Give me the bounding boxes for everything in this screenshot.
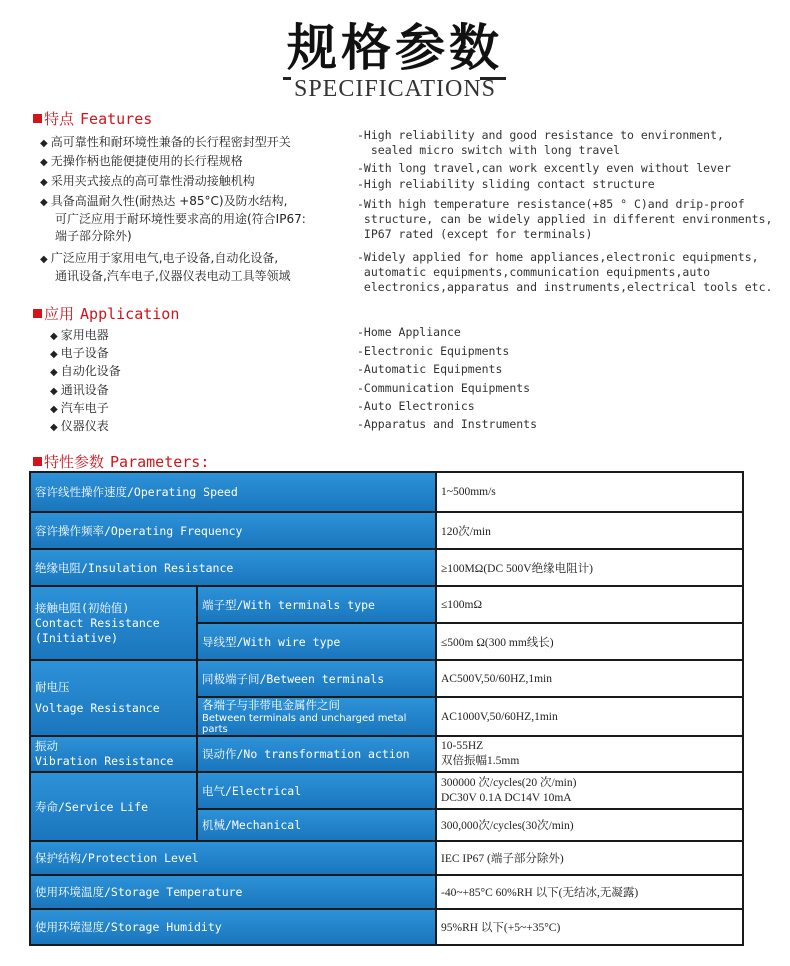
param-value: ≤100mΩ	[436, 586, 743, 623]
diamond-bullet-icon: ◆	[50, 331, 58, 342]
app-cn-6: ◆ 仪器仪表	[50, 419, 109, 433]
feature-cn-5: ◆ 广泛应用于家用电气,电子设备,自动化设备, 通讯设备,汽车电子,仪器仪表电动工具等领域	[40, 251, 291, 283]
diamond-bullet-icon: ◆	[50, 422, 58, 433]
features-heading: 特点 Features	[33, 108, 152, 129]
param-sublabel: 各端子与非带电金属件之间 Between terminals and uncharged metal parts	[197, 697, 436, 736]
app-cn-5: ◆ 汽车电子	[50, 401, 109, 415]
param-value: 300000 次/cycles(20 次/min) DC30V 0.1A DC14V 10mA	[436, 772, 743, 809]
param-value: 120次/min	[436, 512, 743, 549]
page-title: 规格参数	[287, 19, 503, 77]
table-row	[30, 909, 743, 945]
diamond-bullet-icon: ◆	[40, 197, 48, 208]
app-en-1: -Home Appliance	[357, 325, 461, 339]
diamond-bullet-icon: ◆	[50, 367, 58, 378]
diamond-bullet-icon: ◆	[50, 404, 58, 415]
diamond-bullet-icon: ◆	[40, 138, 48, 149]
param-sublabel: 电气/Electrical	[197, 772, 436, 809]
table-row	[30, 841, 743, 875]
param-label: 使用环境温度/Storage Temperature	[30, 875, 436, 909]
param-label: 振动 Vibration Resistance	[30, 736, 197, 772]
diamond-bullet-icon: ◆	[50, 349, 58, 360]
table-row	[30, 512, 743, 549]
param-value: ≤500m Ω(300 mm线长)	[436, 623, 743, 660]
feature-en-2: -With long travel,can work excently even without lever	[357, 161, 731, 175]
table-row	[30, 736, 743, 772]
app-en-2: -Electronic Equipments	[357, 344, 510, 358]
param-label: 接触电阻(初始值) Contact Resistance (Initiative)	[30, 586, 197, 660]
application-heading: 应用 Application	[33, 303, 179, 324]
param-label: 绝缘电阻/Insulation Resistance	[30, 549, 436, 586]
param-value: -40~+85°C 60%RH 以下(无结冰,无凝露)	[436, 875, 743, 909]
app-cn-3: ◆ 自动化设备	[50, 364, 121, 378]
param-value: ≥100MΩ(DC 500V绝缘电阻计)	[436, 549, 743, 586]
feature-cn-4: ◆ 具备高温耐久性(耐热达 +85°C)及防水结构, 可广泛应用于耐环境性要求高的用途(符合IP67: 端子部分除外)	[40, 194, 306, 243]
table-row	[30, 772, 743, 809]
table-row	[30, 875, 743, 909]
parameters-heading: 特性参数 Parameters:	[33, 451, 209, 472]
square-bullet-icon	[33, 457, 42, 466]
feature-cn-2: ◆ 无操作柄也能便捷使用的长行程规格	[40, 154, 243, 168]
app-cn-4: ◆ 通讯设备	[50, 383, 109, 397]
feature-en-3: -High reliability sliding contact structure	[357, 177, 655, 191]
page-subtitle: SPECIFICATIONS	[293, 76, 497, 102]
app-en-6: -Apparatus and Instruments	[357, 417, 538, 431]
diamond-bullet-icon: ◆	[40, 254, 48, 265]
param-sublabel: 导线型/With wire type	[197, 623, 436, 660]
param-value: 95%RH 以下(+5~+35°C)	[436, 909, 743, 945]
param-label: 寿命/Service Life	[30, 772, 197, 841]
app-cn-2: ◆ 电子设备	[50, 346, 109, 360]
app-en-4: -Communication Equipments	[357, 381, 531, 395]
table-row	[30, 660, 743, 697]
param-sublabel: 同极端子间/Between terminals	[197, 660, 436, 697]
param-label: 容许线性操作速度/Operating Speed	[30, 472, 436, 512]
param-value: 1~500mm/s	[436, 472, 743, 512]
feature-cn-1: ◆ 高可靠性和耐环境性兼备的长行程密封型开关	[40, 135, 291, 149]
param-value: AC1000V,50/60HZ,1min	[436, 697, 743, 736]
param-label: 容许操作频率/Operating Frequency	[30, 512, 436, 549]
table-row	[30, 586, 743, 623]
table-row	[30, 472, 743, 512]
diamond-bullet-icon: ◆	[40, 157, 48, 168]
parameters-table	[29, 471, 744, 946]
square-bullet-icon	[33, 309, 42, 318]
diamond-bullet-icon: ◆	[40, 177, 48, 188]
param-label: 保护结构/Protection Level	[30, 841, 436, 875]
param-value: 10-55HZ 双倍振幅1.5mm	[436, 736, 743, 772]
feature-en-1: -High reliability and good resistance to environment, sealed micro switch with long travel	[357, 128, 724, 157]
param-sublabel: 误动作/No transformation action	[197, 736, 436, 772]
square-bullet-icon	[33, 114, 42, 123]
param-label: 使用环境湿度/Storage Humidity	[30, 909, 436, 945]
diamond-bullet-icon: ◆	[50, 386, 58, 397]
param-value: IEC IP67 (端子部分除外)	[436, 841, 743, 875]
feature-cn-3: ◆ 采用夹式接点的高可靠性滑动接触机构	[40, 174, 255, 188]
feature-en-5: -Widely applied for home appliances,electronic equipments, automatic equipments,communication equipments,auto electronics,apparatus and instruments,electrical tools etc.	[357, 250, 773, 294]
app-en-5: -Auto Electronics	[357, 399, 475, 413]
param-label: 耐电压 Voltage Resistance	[30, 660, 197, 736]
feature-en-4: -With high temperature resistance(+85 ° C)and drip-proof structure, can be widely applied in different environments, IP67 rated (except for terminals)	[357, 197, 773, 241]
param-sublabel: 端子型/With terminals type	[197, 586, 436, 623]
param-value: 300,000次/cycles(30次/min)	[436, 809, 743, 841]
app-en-3: -Automatic Equipments	[357, 362, 503, 376]
param-sublabel: 机械/Mechanical	[197, 809, 436, 841]
param-value: AC500V,50/60HZ,1min	[436, 660, 743, 697]
app-cn-1: ◆ 家用电器	[50, 328, 109, 342]
table-row	[30, 549, 743, 586]
